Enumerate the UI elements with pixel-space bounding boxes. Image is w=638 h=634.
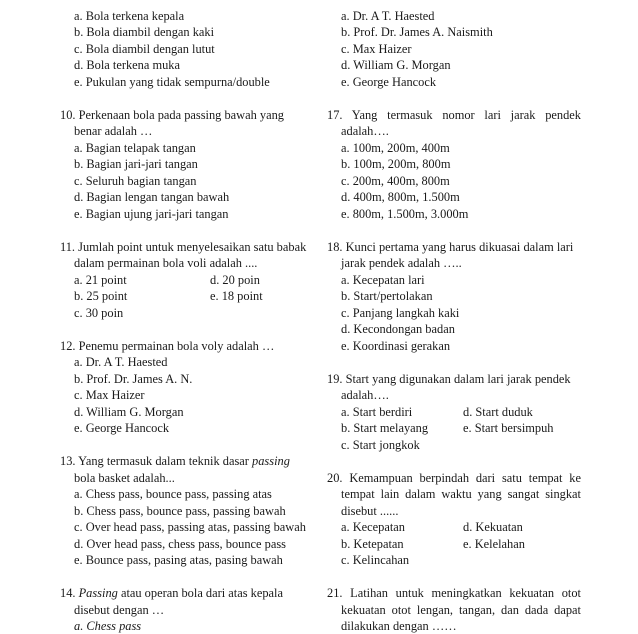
q20-option-e: e. Kelelahan — [463, 537, 525, 551]
q13-option-d: d. Over head pass, chess pass, bounce pass — [74, 537, 286, 551]
question-21: 21. Latihan untuk meningkatkan kekuatan otot — [327, 586, 581, 600]
r-option-c: c. Max Haizer — [341, 42, 412, 56]
q10-option-c: c. Seluruh bagian tangan — [74, 174, 197, 188]
question-19-cont: adalah…. — [341, 388, 389, 402]
r-option-e: e. George Hancock — [341, 75, 437, 89]
q14-option-a — [74, 618, 141, 634]
question-11-cont: dalam permainan bola voli adalah .... — [74, 256, 258, 270]
q13-option-c: c. Over head pass, passing atas, passing bawah — [74, 520, 306, 534]
q18-option-b: b. Start/pertolakan — [341, 289, 433, 303]
question-17-cont: adalah…. — [341, 124, 389, 138]
q18-option-a: a. Kecepatan lari — [341, 273, 425, 287]
q18-option-c: c. Panjang langkah kaki — [341, 306, 460, 320]
q14-option-a-text: a. Chess pass — [74, 619, 142, 633]
q10-option-a: a. Bagian telapak tangan — [74, 141, 196, 155]
q10-option-d: d. Bagian lengan tangan bawah — [74, 190, 230, 204]
question-13 — [60, 453, 290, 469]
question-13-cont: bola basket adalah... — [74, 471, 175, 485]
q13-em: passing — [252, 454, 290, 468]
q13-option-a: a. Chess pass, bounce pass, passing atas — [74, 487, 272, 501]
q17-option-e: e. 800m, 1.500m, 3.000m — [341, 207, 469, 221]
q11-option-b: b. 25 point — [74, 289, 128, 303]
q12-option-c: c. Max Haizer — [74, 388, 145, 402]
question-11: 11. Jumlah point untuk menyelesaikan satu babak — [60, 240, 307, 254]
question-21-cont2: dilakukan dengan …… — [341, 619, 457, 633]
q17-option-c: c. 200m, 400m, 800m — [341, 174, 450, 188]
q13-text: 13. Yang termasuk dalam teknik dasar — [60, 454, 253, 468]
option-e: e. Pukulan yang tidak sempurna/double — [74, 75, 270, 89]
q17-option-b: b. 100m, 200m, 800m — [341, 157, 451, 171]
q11-option-c: c. 30 poin — [74, 306, 124, 320]
q17-option-a: a. 100m, 200m, 400m — [341, 141, 450, 155]
question-18: 18. Kunci pertama yang harus dikuasai dalam lari — [327, 240, 574, 254]
r-option-a: a. Dr. A T. Haested — [341, 9, 435, 23]
q11-option-e: e. 18 point — [210, 289, 263, 303]
option-a: a. Bola terkena kepala — [74, 9, 185, 23]
q14-num: 14. — [60, 586, 79, 600]
q20-option-d: d. Kekuatan — [463, 520, 523, 534]
question-20-cont: tempat lain dalam waktu yang sangat singkat — [341, 487, 581, 501]
q20-option-b: b. Ketepatan — [341, 537, 404, 551]
question-14 — [60, 585, 283, 601]
q19-option-b: b. Start melayang — [341, 421, 429, 435]
question-20-cont2: disebut ...... — [341, 504, 399, 518]
q17-option-d: d. 400m, 800m, 1.500m — [341, 190, 460, 204]
q14-text: atau operan bola dari atas kepala — [117, 586, 283, 600]
q14-em: Passing — [78, 586, 118, 600]
q20-option-c: c. Kelincahan — [341, 553, 410, 567]
q11-option-d: d. 20 poin — [210, 273, 260, 287]
q19-option-a: a. Start berdiri — [341, 405, 413, 419]
question-20: 20. Kemampuan berpindah dari satu tempat ke — [327, 471, 581, 485]
q13-option-e: e. Bounce pass, pasing atas, pasing bawah — [74, 553, 283, 567]
question-17: 17. Yang termasuk nomor lari jarak pendek — [327, 108, 581, 122]
question-21-cont: kekuatan otot lengan, tangan, dan dada dapat — [341, 603, 581, 617]
q10-option-b: b. Bagian jari-jari tangan — [74, 157, 198, 171]
option-b: b. Bola diambil dengan kaki — [74, 25, 215, 39]
q19-option-d: d. Start duduk — [463, 405, 533, 419]
question-14-cont: disebut dengan … — [74, 603, 165, 617]
option-c: c. Bola diambil dengan lutut — [74, 42, 215, 56]
q13-option-b: b. Chess pass, bounce pass, passing bawah — [74, 504, 286, 518]
question-12: 12. Penemu permainan bola voly adalah … — [60, 339, 275, 353]
q12-option-e: e. George Hancock — [74, 421, 170, 435]
option-d: d. Bola terkena muka — [74, 58, 180, 72]
question-10: 10. Perkenaan bola pada passing bawah yang — [60, 108, 284, 122]
q11-option-a: a. 21 point — [74, 273, 127, 287]
q18-option-e: e. Koordinasi gerakan — [341, 339, 451, 353]
question-10-cont: benar adalah … — [74, 124, 153, 138]
q12-option-a: a. Dr. A T. Haested — [74, 355, 168, 369]
q18-option-d: d. Kecondongan badan — [341, 322, 455, 336]
q19-option-c: c. Start jongkok — [341, 438, 420, 452]
q12-option-b: b. Prof. Dr. James A. N. — [74, 372, 193, 386]
q10-option-e: e. Bagian ujung jari-jari tangan — [74, 207, 229, 221]
r-option-d: d. William G. Morgan — [341, 58, 451, 72]
q20-option-a: a. Kecepatan — [341, 520, 405, 534]
r-option-b: b. Prof. Dr. James A. Naismith — [341, 25, 493, 39]
question-19: 19. Start yang digunakan dalam lari jarak pendek — [327, 372, 571, 386]
q12-option-d: d. William G. Morgan — [74, 405, 184, 419]
question-18-cont: jarak pendek adalah ….. — [341, 256, 462, 270]
q19-option-e: e. Start bersimpuh — [463, 421, 554, 435]
